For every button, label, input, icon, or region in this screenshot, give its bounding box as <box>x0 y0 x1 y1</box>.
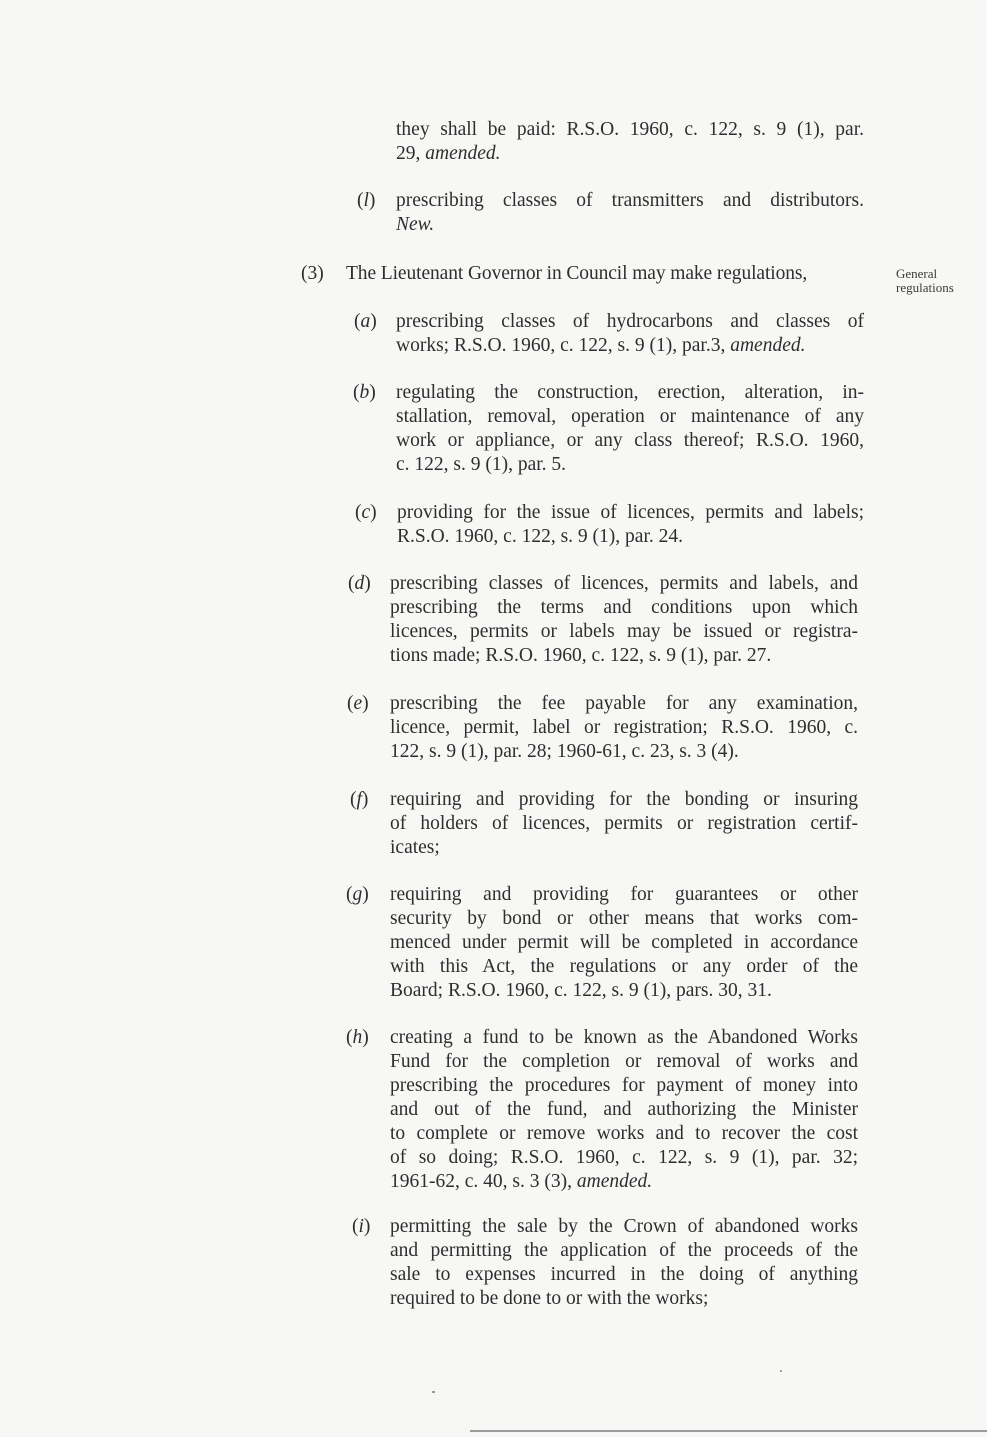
text-line: and out of the fund, and authorizing the Minister <box>390 1099 858 1120</box>
item-l-text <box>396 189 864 237</box>
item-g-label: (g) <box>346 884 369 905</box>
text-line: stallation, removal, operation or maintenance of any <box>396 406 864 427</box>
text-line: regulating the construction, erection, alteration, in- <box>396 382 864 403</box>
scan-speck <box>432 1391 435 1393</box>
text-line: prescribing the fee payable for any examination, <box>390 693 858 714</box>
item-f-label: (f) <box>350 789 369 810</box>
item-e-text <box>390 692 858 764</box>
text-line: sale to expenses incurred in the doing of anything <box>390 1264 858 1285</box>
text-line: Board; R.S.O. 1960, c. 122, s. 9 (1), pars. 30, 31. <box>390 980 772 1001</box>
continuation-paragraph <box>396 118 864 166</box>
text-line: of so doing; R.S.O. 1960, c. 122, s. 9 (1), par. 32; <box>390 1147 858 1168</box>
text-line: Fund for the completion or removal of works and <box>390 1051 858 1072</box>
scan-speck <box>780 1370 782 1372</box>
text-line: permitting the sale by the Crown of abandoned works <box>390 1216 858 1237</box>
item-a-text <box>396 310 864 358</box>
item-c-label: (c) <box>355 502 377 523</box>
text-line: works; R.S.O. 1960, c. 122, s. 9 (1), par.3, amended. <box>396 335 806 356</box>
text-line: 1961-62, c. 40, s. 3 (3), amended. <box>390 1171 653 1192</box>
margin-note-line: regulations <box>896 280 954 295</box>
text-line: 122, s. 9 (1), par. 28; 1960-61, c. 23, s. 3 (4). <box>390 741 739 762</box>
text-line: of holders of licences, permits or registration certif- <box>390 813 858 834</box>
text-line: tions made; R.S.O. 1960, c. 122, s. 9 (1), par. 27. <box>390 645 772 666</box>
text-line: 29, amended. <box>396 143 501 164</box>
item-l-label: (l) <box>357 190 376 211</box>
text-line: icates; <box>390 837 440 858</box>
text-line: licence, permit, label or registration; R.S.O. 1960, c. <box>390 717 858 738</box>
text-line: prescribing the procedures for payment of money into <box>390 1075 858 1096</box>
item-h-text <box>390 1026 858 1194</box>
text-line: with this Act, the regulations or any order of the <box>390 956 858 977</box>
text-line: security by bond or other means that works com- <box>390 908 858 929</box>
text-line: c. 122, s. 9 (1), par. 5. <box>396 454 567 475</box>
item-b-text <box>396 381 864 477</box>
text-line: R.S.O. 1960, c. 122, s. 9 (1), par. 24. <box>397 526 683 547</box>
item-c-text <box>397 501 864 549</box>
text-line: they shall be paid: R.S.O. 1960, c. 122, s. 9 (1), par. <box>396 119 864 140</box>
subsection-text: The Lieutenant Governor in Council may make regulations, <box>346 263 808 284</box>
item-a-label: (a) <box>354 311 377 332</box>
text-line: prescribing the terms and conditions upon which <box>390 597 858 618</box>
item-f-text <box>390 788 858 860</box>
item-d-label: (d) <box>348 573 371 594</box>
text-line: to complete or remove works and to recover the cost <box>390 1123 858 1144</box>
text-line: prescribing classes of transmitters and distributors. <box>396 190 864 211</box>
item-i-text <box>390 1215 858 1311</box>
item-i-label: (i) <box>352 1216 371 1237</box>
text-line: requiring and providing for the bonding or insuring <box>390 789 858 810</box>
item-g-text <box>390 883 858 1003</box>
text-line: creating a fund to be known as the Abandoned Works <box>390 1027 858 1048</box>
text-line: and permitting the application of the proceeds of the <box>390 1240 858 1261</box>
subsection-number: (3) <box>301 263 324 284</box>
text-line: requiring and providing for guarantees or other <box>390 884 858 905</box>
page-edge-line <box>470 1430 987 1432</box>
margin-note-line: General <box>896 266 938 281</box>
margin-note <box>896 267 954 295</box>
item-h-label: (h) <box>346 1027 369 1048</box>
text-line: prescribing classes of licences, permits and labels, and <box>390 573 858 594</box>
text-line: licences, permits or labels may be issued or registra- <box>390 621 858 642</box>
text-line: providing for the issue of licences, permits and labels; <box>397 502 864 523</box>
item-d-text <box>390 572 858 668</box>
text-line: required to be done to or with the works; <box>390 1288 709 1309</box>
text-line: menced under permit will be completed in accordance <box>390 932 858 953</box>
item-e-label: (e) <box>347 693 369 714</box>
text-line: New. <box>396 214 435 235</box>
text-line: work or appliance, or any class thereof; R.S.O. 1960, <box>396 430 864 451</box>
item-b-label: (b) <box>353 382 376 403</box>
text-line: prescribing classes of hydrocarbons and classes of <box>396 311 864 332</box>
